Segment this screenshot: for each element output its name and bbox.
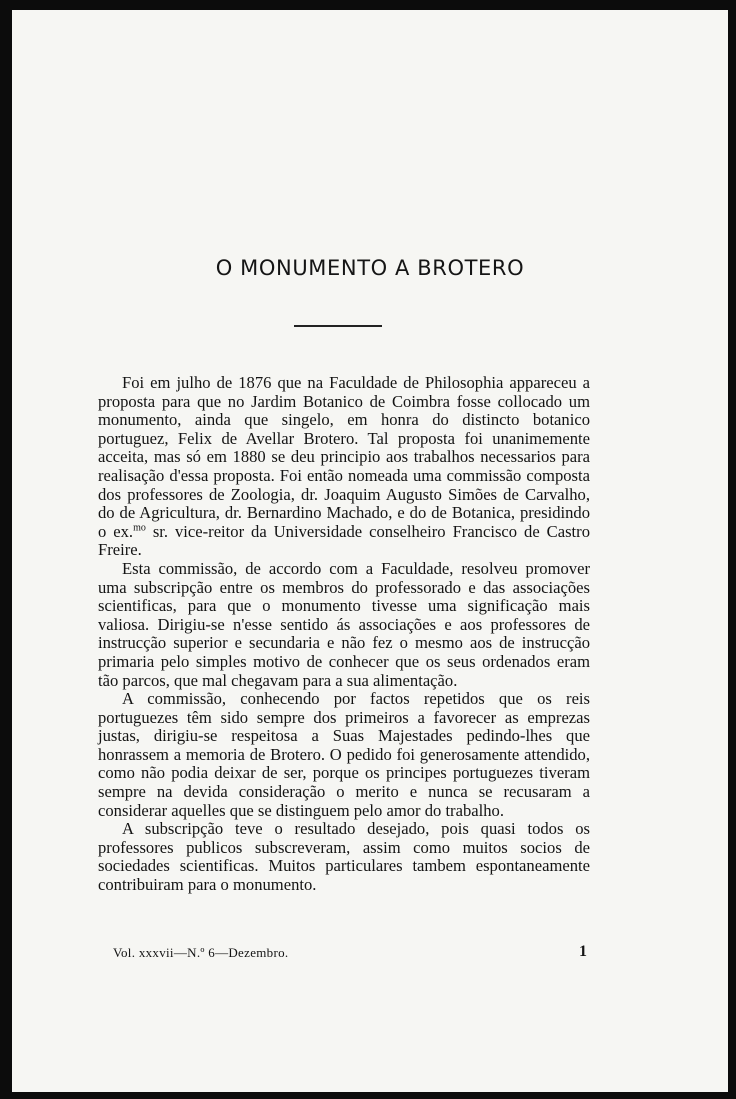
article-body [98, 374, 590, 895]
document-page [12, 10, 728, 1092]
bleed-through-text [532, 128, 692, 145]
article-title: O MONUMENTO A BROTERO [215, 256, 525, 280]
paragraph-1: Foi em julho de 1876 que na Faculdade de Philosophia appareceu a proposta para que no Jardim Botanico de Coimbra fosse collocado um monumento, ainda que singelo, em honra do distincto botanico portuguez, Felix de Avellar Brotero. Tal proposta foi unanimemente acceita, mas só em 1880 se deu principio aos trabalhos necessarios para realisação d'essa proposta. Foi então nomeada uma commissão composta dos professores de Zoologia, dr. Joaquim Augusto Simões de Carvalho, do de Agricultura, dr. Bernardino Machado, e do de Botanica, presidindo o ex.$^{mo}$ sr. vice-reitor da Universidade conselheiro Francisco de Castro Freire. [98, 373, 590, 560]
paragraph-2: Esta commissão, de accordo com a Faculdade, resolveu promover uma subscripção entre os membros do professorado e das associações scientificas, para que o monumento tivesse uma significação mais valiosa. Dirigiu-se n'esse sentido ás associações e aos professores de instrucção superior e secundaria e não fez o mesmo aos de instrucção primaria pelo simples motivo de conhecer que os seus ordenados eram tão parcos, que mal chegavam para a sua alimentação. [98, 558, 590, 690]
volume-info: Vol. xxxvii—N.º 6—Dezembro. [113, 945, 289, 960]
paragraph-3: A commissão, conhecendo por factos repetidos que os reis portuguezes têm sido sempre dos primeiros a favorecer as emprezas justas, dirigiu-se respeitosa a Suas Majestades pedindo-lhes que honrassem a memoria de Brotero. O pedido foi generosamente attendido, como não podia deixar de ser, porque os principes portuguezes tiveram sempre na devida consideração o merito e nunca se recusaram a considerar aquelles que se distinguem pelo amor do trabalho. [98, 689, 590, 820]
page-number: 1 [579, 943, 587, 960]
title-divider [294, 325, 382, 327]
paragraph-4: A subscripção teve o resultado desejado, pois quasi todos os professores publicos subscreveram, assim como muitos socios de sociedades scientificas. Muitos particulares tambem espontaneamente contribuiram para o monumento. [98, 819, 590, 895]
